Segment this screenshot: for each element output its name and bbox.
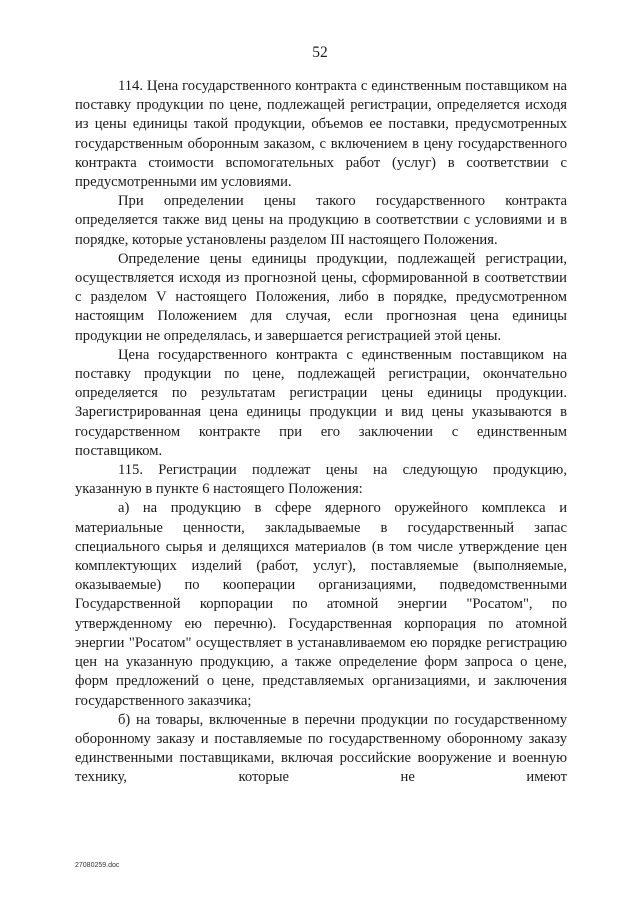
paragraph-contract-price-type: При определении цены такого государственного контракта определяется также вид цены на продукцию в соответствии с условиями и в порядке, которые установлены разделом III настоящего Положения. — [75, 193, 567, 248]
paragraph-unit-price-determination: Определение цены единицы продукции, подлежащей регистрации, осуществляется исходя из прогнозной цены, сформированной в соответствии с разделом V настоящего Положения, либо в порядке, предусмотренном настоящим Положением для случая, если прогнозная цена единицы продукции не определялась, и завершается регистрацией этой цены. — [75, 250, 567, 344]
document-filename: 27080259.doc — [75, 862, 120, 869]
page-number: 52 — [312, 44, 328, 61]
paragraph-114: 114. Цена государственного контракта с единственным поставщиком на поставку продукции по цене, подлежащей регистрации, определяется исходя из цены единицы такой продукции, объемов ее поставки, предусмотренных государственным оборонным заказом, с включением в цену государственного контракта стоимости вспомогательных работ (услуг) в соответствии с предусмотренными им условиями. — [75, 78, 567, 191]
paragraph-final-contract-price: Цена государственного контракта с единственным поставщиком на поставку продукции по цене, подлежащей регистрации, окончательно определяется по результатам регистрации цены единицы продукции. Зарегистрированная цена единицы продукции и вид цены указываются в государственном контракте при его заключении с единственным поставщиком. — [75, 346, 567, 459]
document-body — [75, 77, 567, 788]
paragraph-115: 115. Регистрации подлежат цены на следующую продукцию, указанную в пункте 6 настоящего Положения: — [75, 462, 567, 498]
list-item-b: б) на товары, включенные в перечни продукции по государственному оборонному заказу и поставляемые по государственному оборонному заказу единственными поставщиками, включая российские вооружение и военную технику, которые не имеют — [75, 711, 567, 786]
list-item-a: а) на продукцию в сфере ядерного оружейного комплекса и материальные ценности, закладываемые в государственный запас специального сырья и делящихся материалов (в том числе утверждение цен комплектующих изделий (работ, услуг), поставляемые (выполняемые, оказываемые) по кооперации организациями, подведомственными Государственной корпорации по атомной энергии "Росатом", по утвержденному ею перечню). Государственная корпорация по атомной энергии "Росатом" осуществляет в устанавливаемом ею порядке регистрацию цен на указанную продукцию, а также определение форм запроса о цене, форм предложений о цене, представляемых организациями, и заключения государственного заказчика; — [75, 500, 567, 709]
